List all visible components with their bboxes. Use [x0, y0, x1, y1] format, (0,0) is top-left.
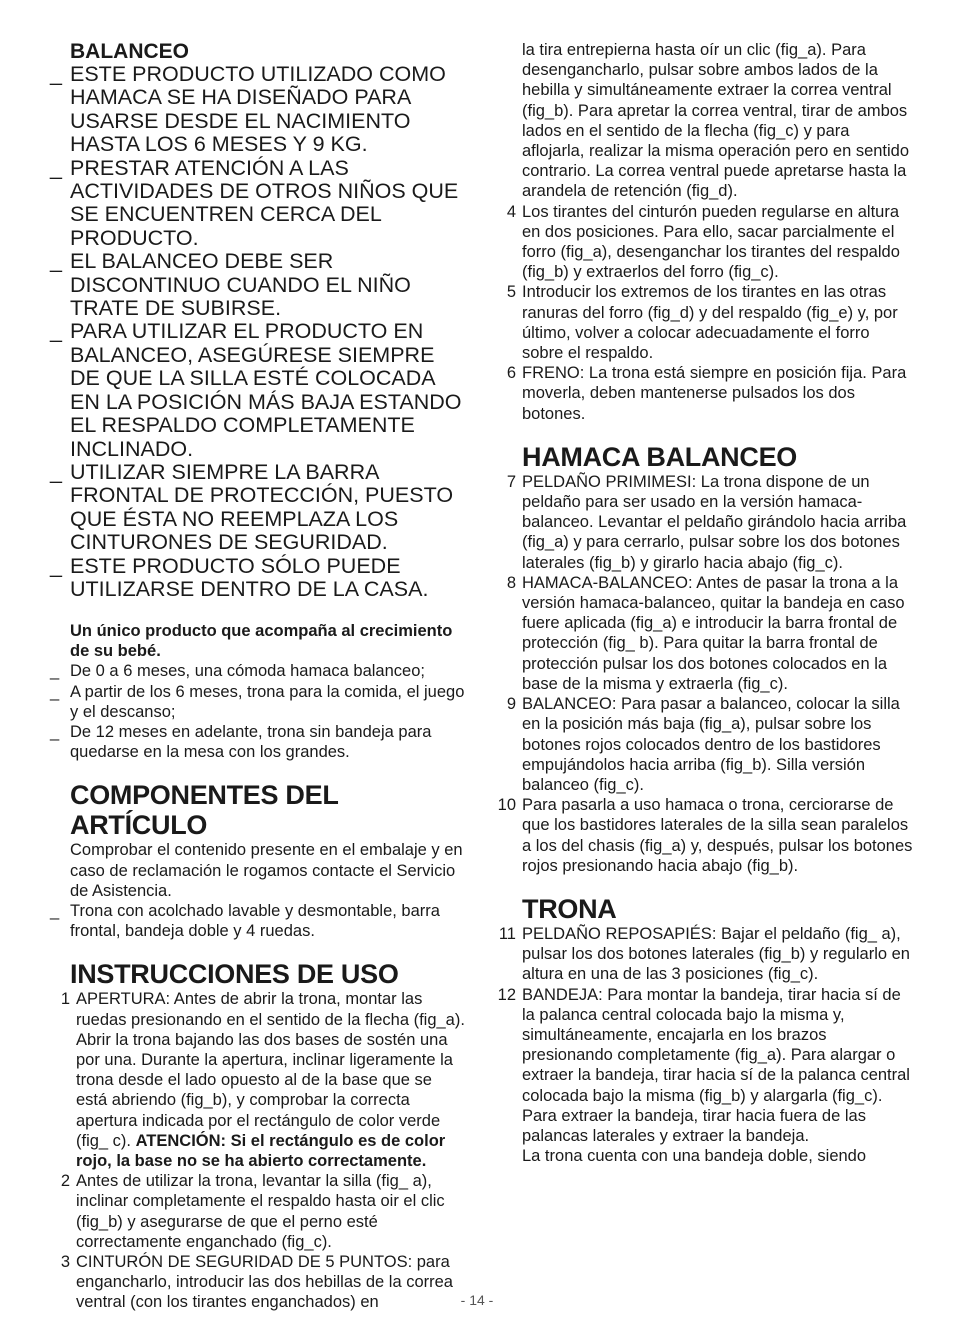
bullet-marker: _ [50, 662, 60, 681]
step-item [496, 795, 914, 876]
balanceo-heading: BALANCEO [70, 40, 189, 63]
step-text: Para pasarla a uso hamaca o trona, cerciorarse de que los bastidores laterales de la silla sean paralelos a los del chasis (fig_a) y, después, pulsar los botones rojos presionando hacia abajo (fig_b). [522, 796, 913, 875]
instrucciones-heading: INSTRUCCIONES DE USO [70, 959, 399, 990]
warning-item: _ UTILIZAR SIEMPRE LA BARRA FRONTAL DE PROTECCIÓN, PUESTO QUE ÉSTA NO REEMPLAZA LOS CINTURONES DE SEGURIDAD. [50, 459, 454, 555]
list-item: _ A partir de los 6 meses, trona para la comida, el juego y el descanso; [50, 682, 465, 721]
bullet-marker: _ [50, 62, 62, 86]
bullet-marker: _ [50, 682, 60, 701]
steps-group-c [496, 924, 914, 1106]
step-warning: ATENCIÓN: Si el rectángulo es de color rojo, la base no se ha abierto correctamente. [76, 1131, 446, 1170]
right-column [496, 40, 914, 1166]
step-number: 6 [506, 364, 516, 383]
step-paragraph: La trona cuenta con una bandeja doble, siendo [522, 1147, 867, 1166]
step-item [496, 573, 914, 694]
step-text: BANDEJA: Para montar la bandeja, tirar hacia sí de la palanca central colocada bajo la misma y, simultáneamente, encajarla en los brazos presionando completamente (fig_a). Para alargar o extraer la bandeja, tirar hacia sí de la palanca central colocada bajo la misma (fig_b) y alargarla (fig_c). [522, 985, 910, 1105]
step-number: 1 [60, 990, 70, 1009]
step-item [496, 985, 914, 1106]
step-text: PELDAÑO PRIMIMESI: La trona dispone de un peldaño para ser usado en la versión hamaca-balanceo. Levantar el peldaño girándolo hacia arriba (fig_a) y para cerrarlo, pulsar sobre los dos botones laterales (fig_b) y girarlo hacia abajo (fig_c). [522, 472, 907, 572]
bullet-marker: _ [50, 722, 60, 741]
unique-product-list [50, 661, 466, 762]
step-number: 10 [497, 796, 516, 815]
list-item: _ De 0 a 6 meses, una cómoda hamaca balanceo; [50, 662, 425, 681]
warning-item: _ PRESTAR ATENCIÓN A LAS ACTIVIDADES DE OTROS NIÑOS QUE SE ENCUENTREN CERCA DEL PRODUCTO. [50, 155, 459, 250]
warnings-list [50, 63, 466, 601]
bullet-marker: _ [50, 459, 62, 484]
step-continuation: la tira entrepierna hasta oír un clic (fig_a). Para desengancharlo, pulsar sobre ambos lados de la hebilla y simultáneamente extraer la correa ventral (fig_b). Para apretar la correa ventral, tirar de ambos lados en el sentido de la flecha (fig_c) y para aflojarla, realizar la misma operación pero en sentido contrario. La correa ventral puede apretarse hasta la arandela de retención (fig_d). [522, 41, 910, 201]
warning-item: _ PARA UTILIZAR EL PRODUCTO EN BALANCEO, ASEGÚRESE SIEMPRE DE QUE LA SILLA ESTÉ COLOCADA EN LA POSICIÓN MÁS BAJA ESTANDO EL RESPALDO COMPLETAMENTE INCLINADO. [50, 319, 462, 461]
step-text: CINTURÓN DE SEGURIDAD DE 5 PUNTOS: para engancharlo, introducir las dos hebillas de la correa ventral (con los tirantes enganchados) en [76, 1253, 453, 1312]
left-column [50, 40, 466, 1313]
step-item [496, 363, 914, 424]
componentes-heading: COMPONENTES DEL ARTÍCULO [70, 780, 339, 841]
step-text: PELDAÑO REPOSAPIÉS: Bajar el peldaño (fig_ a), pulsar los dos botones laterales (fig_b) y regularlo en altura en una de las 3 posiciones (fig_c). [522, 924, 910, 984]
bullet-marker: _ [50, 553, 62, 578]
step-text: Introducir los extremos de los tirantes en las otras ranuras del forro (fig_d) y del respaldo (fig_e) y, por último, volver a colocar adecuadamente el forro sobre el respaldo. [522, 283, 898, 363]
hamaca-heading: HAMACA BALANCEO [522, 441, 797, 472]
step-number: 8 [506, 573, 516, 592]
bullet-marker: _ [50, 155, 62, 180]
step-text: FRENO: La trona está siempre en posición fija. Para moverla, deben mantenerse pulsados los dos botones. [522, 364, 907, 423]
warning-item: _ ESTE PRODUCTO UTILIZADO COMO HAMACA SE HA DISEÑADO PARA USARSE DESDE EL NACIMIENTO HASTA LOS 6 MESES Y 9 KG. [50, 62, 446, 157]
step-text: BALANCEO: Para pasar a balanceo, colocar la silla en la posición más baja (fig_a), pulsar sobre los botones rojos colocados dentro de los bastidores empujándolos hacia arriba (fig_b). Silla versión balanceo (fig_c). [522, 695, 900, 794]
step-text: Antes de utilizar la trona, levantar la silla (fig_ a), inclinar completamente el respaldo hasta oir el clic (fig_b) y asegurarse de que el perno esté correctamente enganchado (fig_c). [76, 1172, 445, 1251]
step-item [50, 1171, 466, 1252]
step-number: 2 [60, 1172, 70, 1191]
bullet-marker: _ [50, 901, 60, 920]
componentes-paragraph: Comprobar el contenido presente en el embalaje y en caso de reclamación le rogamos contacte el Servicio de Asistencia. [70, 841, 463, 900]
step-number: 3 [60, 1253, 70, 1272]
step-number: 9 [506, 695, 516, 714]
step-number: 4 [506, 202, 516, 221]
page-number: - 14 - [460, 1292, 494, 1308]
step-item [496, 924, 914, 985]
unique-product-heading: Un único producto que acompaña al crecimiento de su bebé. [70, 622, 453, 661]
steps-group-a [496, 202, 914, 424]
bullet-marker: _ [50, 319, 62, 344]
list-item: _ De 12 meses en adelante, trona sin bandeja para quedarse en la mesa con los grandes. [50, 722, 432, 762]
step-item [50, 989, 466, 1171]
list-item: _ Trona con acolchado lavable y desmontable, barra frontal, bandeja doble y 4 ruedas. [50, 901, 440, 941]
step-item [496, 472, 914, 573]
step-number: 7 [506, 472, 516, 491]
step-item [496, 694, 914, 795]
bullet-marker: _ [50, 249, 62, 274]
step-text: Los tirantes del cinturón pueden regularse en altura en dos posiciones. Para ello, sacar parcialmente el forro (fig_a), desenganchar los tirantes del respaldo (fig_b) y extraerlos del forro (fig_c). [522, 202, 900, 282]
step-number: 5 [506, 283, 516, 302]
step-item [496, 202, 914, 283]
trona-heading: TRONA [522, 893, 617, 924]
warning-item: _ EL BALANCEO DEBE SER DISCONTINUO CUANDO EL NIÑO TRATE DE SUBIRSE. [50, 249, 411, 321]
step-number: 12 [497, 985, 516, 1004]
step-number: 11 [498, 924, 516, 943]
step-paragraph: Para extraer la bandeja, tirar hacia fuera de las palancas laterales y extraer la bandeja. [522, 1106, 866, 1145]
steps-group-b [496, 472, 914, 876]
step-item [496, 282, 914, 363]
step-text: APERTURA: Antes de abrir la trona, montar las ruedas presionando en el sentido de la flecha (fig_a). Abrir la trona bajando las dos bases de sostén una por una. Durante la apertura, inclinar ligeramente la trona desde el lado opuesto al de la base que se está abriendo (fig_b), y comprobar la correcta apertura indicada por el rectángulo de color verde (fig_ c). [76, 990, 465, 1150]
warning-item: _ ESTE PRODUCTO SÓLO PUEDE UTILIZARSE DENTRO DE LA CASA. [50, 553, 429, 601]
step-text: HAMACA-BALANCEO: Antes de pasar la trona a la versión hamaca-balanceo, quitar la bandeja en caso fuere aplicada (fig_a) e introducir la barra frontal de protección (fig_ b). Para quitar la barra frontal de protección pulsar los dos botones colocados en la base de la misma y extraerla (fig_c). [522, 573, 905, 693]
